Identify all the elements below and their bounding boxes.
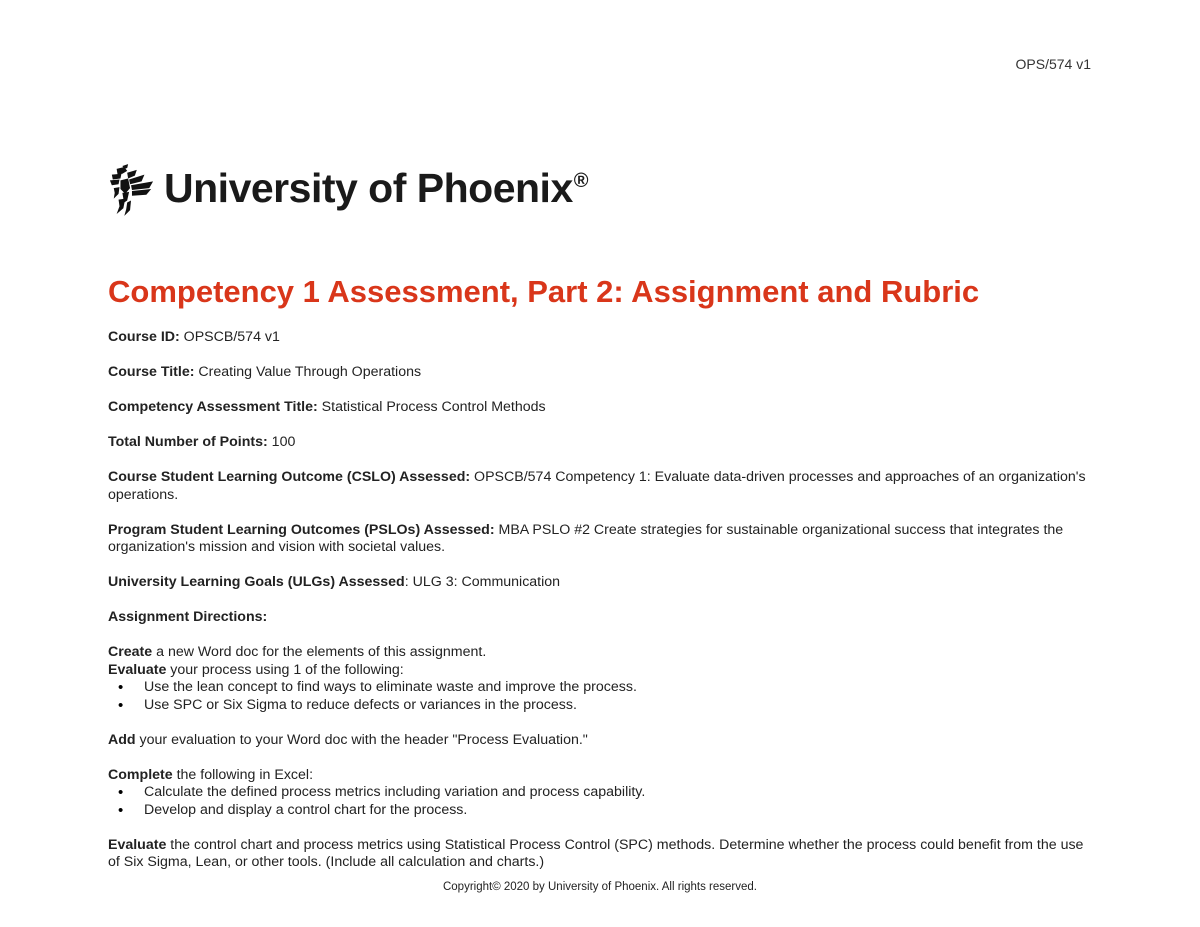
ulg-value: : ULG 3: Communication (404, 574, 561, 590)
cslo-line (108, 469, 1093, 504)
university-logo (108, 136, 588, 244)
pslo-line (108, 522, 1093, 557)
course-id-label: Course ID: (108, 329, 180, 345)
logo-wordmark (164, 165, 588, 212)
assessment-title-line (108, 399, 1093, 417)
assessment-title-label: Competency Assessment Title: (108, 399, 318, 415)
assessment-title-value: Statistical Process Control Methods (317, 399, 546, 415)
pslo-label: Program Student Learning Outcomes (PSLOs) Assessed: (108, 521, 495, 538)
document-body (108, 329, 1093, 872)
evaluate-chart-verb: Evaluate (108, 836, 167, 853)
create-line (108, 644, 1093, 662)
complete-tasks-list (108, 784, 1093, 819)
evaluate-line (108, 662, 1093, 680)
course-id-value: OPSCB/574 v1 (179, 329, 280, 345)
ulg-line (108, 574, 1093, 592)
add-verb: Add (108, 731, 136, 748)
course-title-value: Creating Value Through Operations (194, 364, 422, 380)
logo-wordmark-text: University of Phoenix (164, 164, 573, 211)
total-points-value: 100 (267, 434, 296, 450)
list-item: • Calculate the defined process metrics including variation and process capability. (144, 784, 1093, 802)
list-item: • Develop and display a control chart for the process. (144, 802, 1093, 820)
registered-mark: ® (573, 169, 588, 192)
total-points-line (108, 434, 1093, 452)
ulg-label: University Learning Goals (ULGs) Assessed (108, 574, 405, 590)
copyright-footer: Copyright© 2020 by University of Phoenix. All rights reserved. (442, 881, 757, 893)
complete-text: the following in Excel: (172, 766, 314, 783)
list-item: • Use the lean concept to find ways to eliminate waste and improve the process. (144, 679, 1093, 697)
add-text: your evaluation to your Word doc with the header "Process Evaluation." (135, 731, 588, 748)
add-line (108, 732, 1093, 750)
evaluate-chart-line (108, 837, 1093, 872)
complete-verb: Complete (108, 766, 173, 783)
page-code: OPS/574 v1 (1015, 56, 1091, 72)
complete-line (108, 767, 1093, 785)
directions-heading-text: Assignment Directions: (108, 609, 268, 625)
cslo-value: OPSCB/574 Competency 1: Evaluate data-driven processes and approaches of an organization's operations. (108, 469, 1086, 503)
create-verb: Create (108, 644, 153, 660)
course-title-label: Course Title: (108, 364, 195, 380)
total-points-label: Total Number of Points: (108, 434, 268, 450)
phoenix-bird-icon (108, 136, 154, 244)
directions-heading (108, 609, 1093, 627)
page-title: Competency 1 Assessment, Part 2: Assignment and Rubric (108, 274, 980, 309)
list-item: • Use SPC or Six Sigma to reduce defects or variances in the process. (144, 697, 1093, 715)
cslo-label: Course Student Learning Outcome (CSLO) Assessed: (108, 469, 471, 485)
pslo-value: MBA PSLO #2 Create strategies for sustainable organizational success that integrates the organization's mission and vision with societal values. (108, 521, 1064, 555)
evaluate-text: your process using 1 of the following: (166, 661, 404, 678)
course-id-line (108, 329, 1093, 347)
evaluate-chart-text: the control chart and process metrics using Statistical Process Control (SPC) methods. Determine whether the process could benefit from the use of Six Sigma, Lean, or other tools. (Include all calculation and charts.) (108, 836, 1084, 870)
create-text: a new Word doc for the elements of this assignment. (152, 644, 487, 660)
evaluate-options-list (108, 679, 1093, 714)
evaluate-verb: Evaluate (108, 661, 167, 678)
course-title-line (108, 364, 1093, 382)
